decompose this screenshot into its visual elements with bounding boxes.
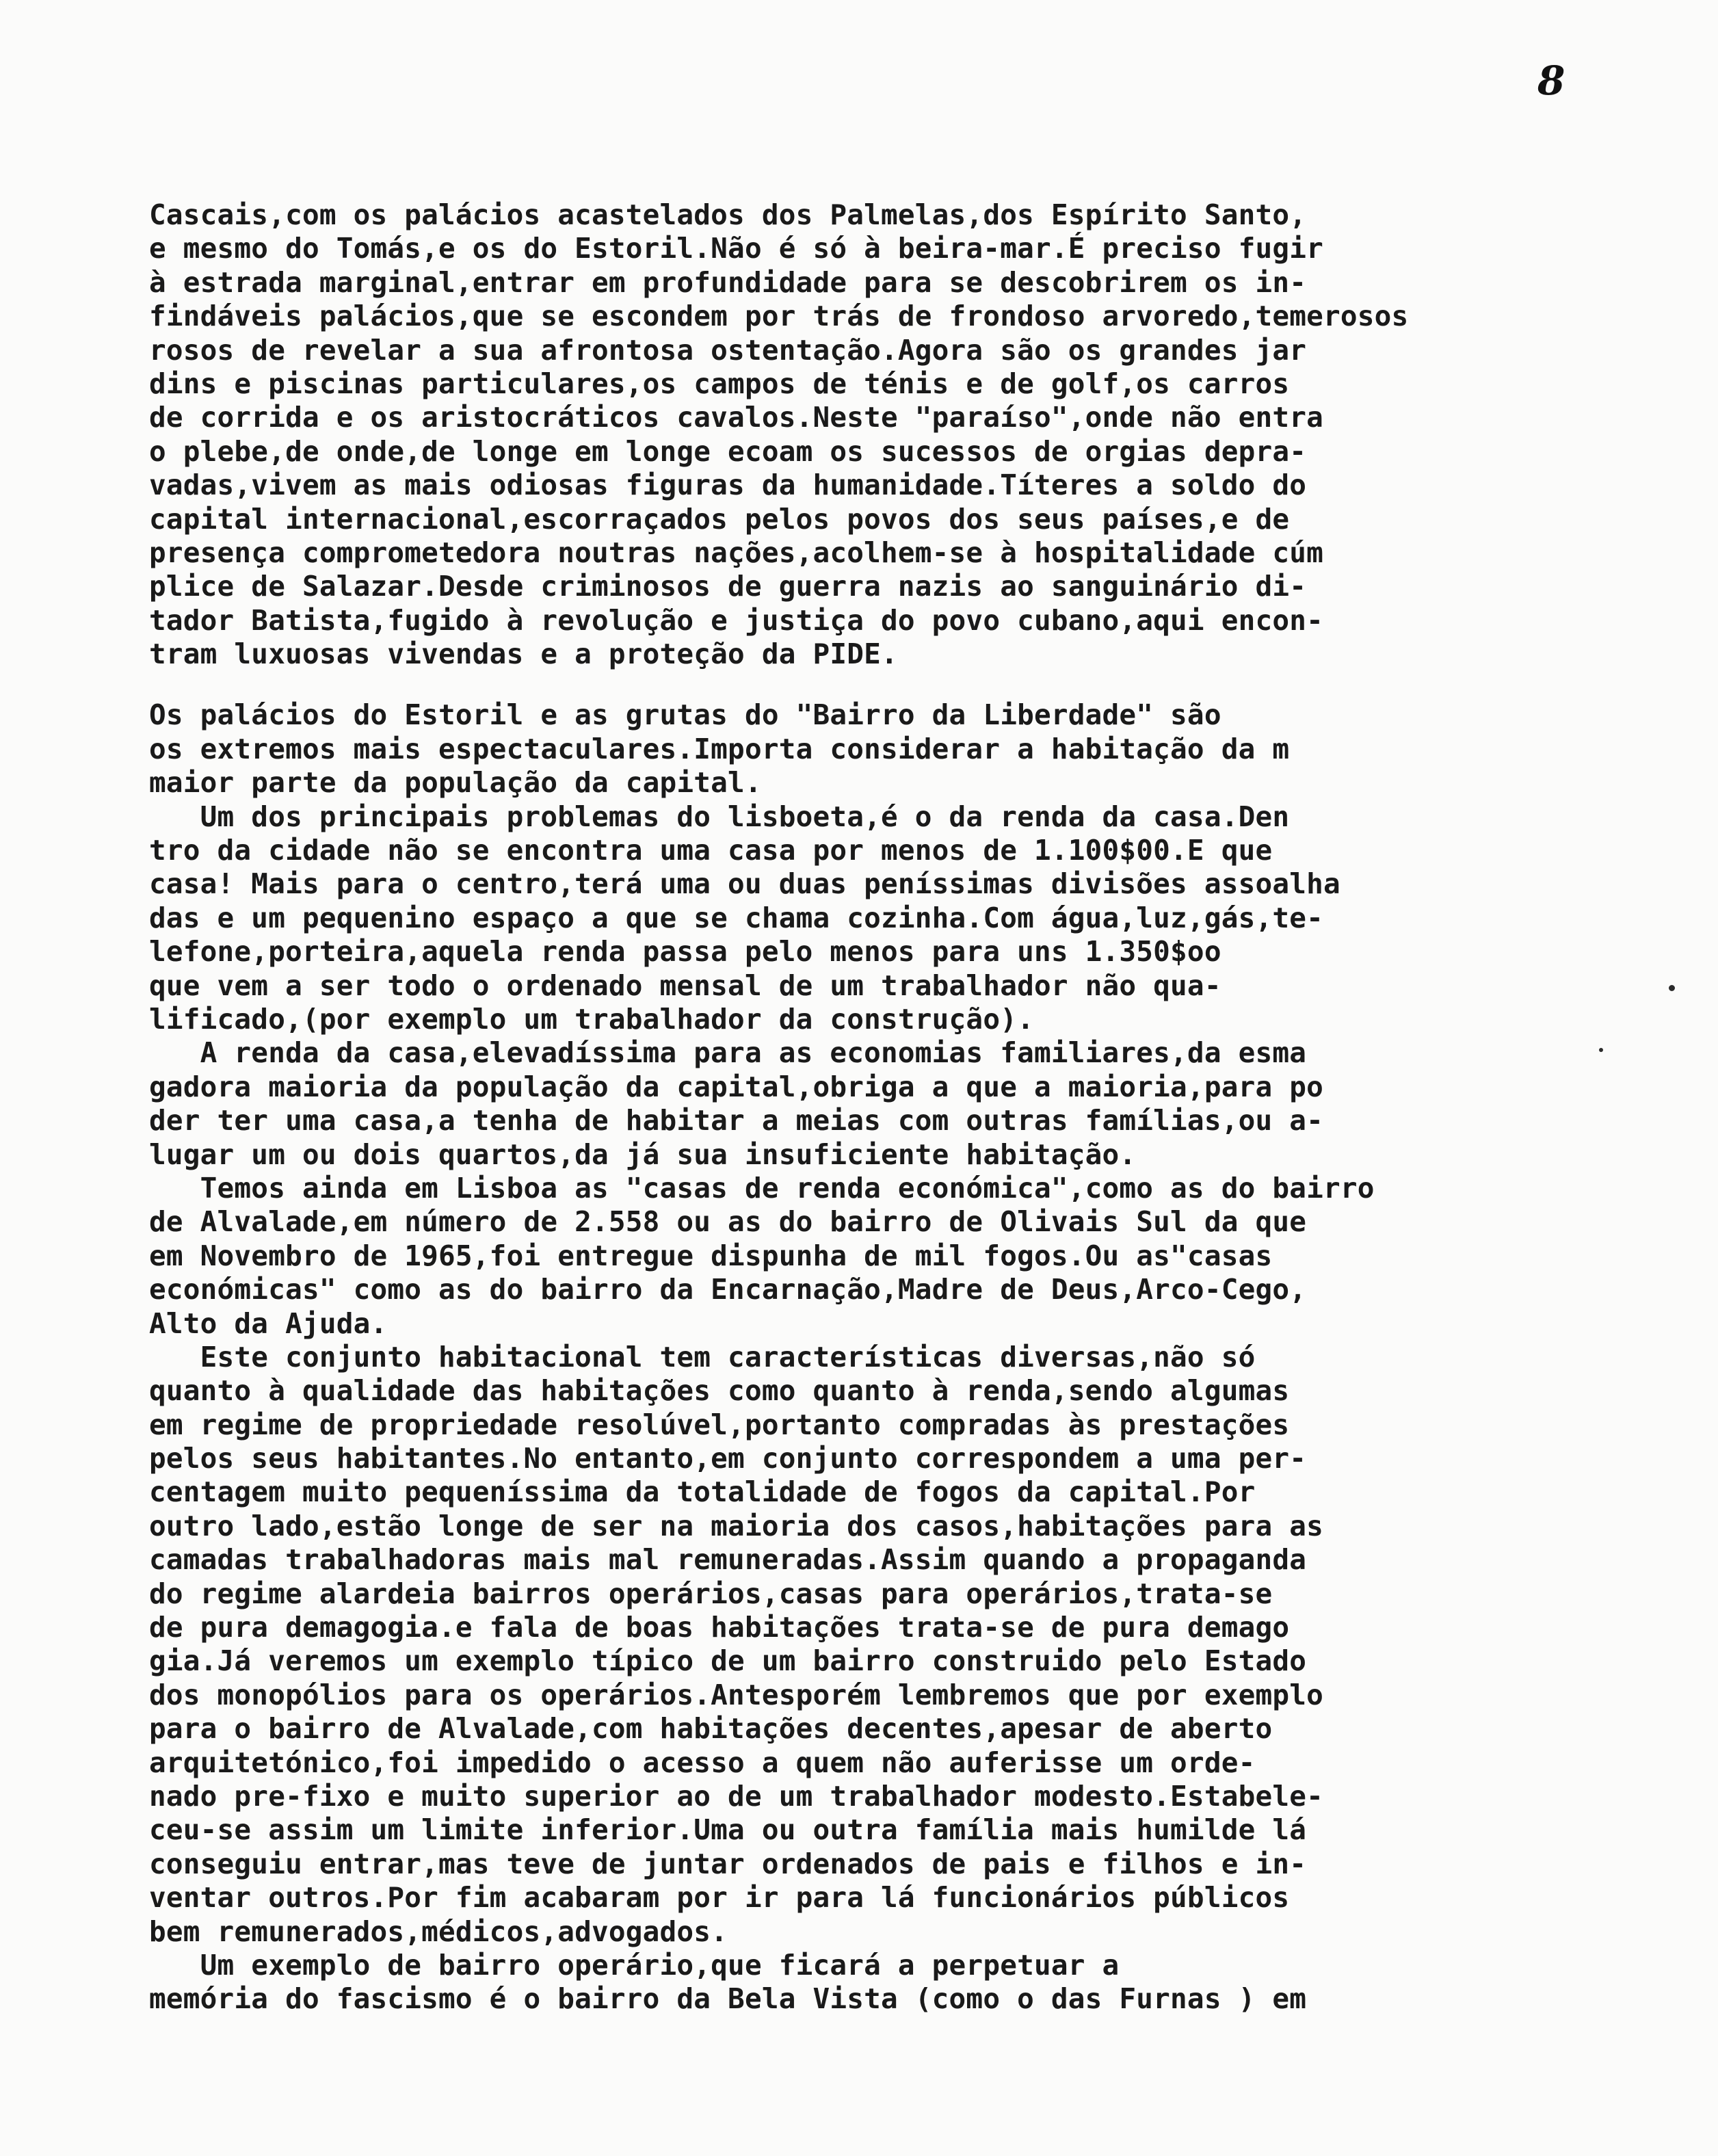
text-line: ceu-se assim um limite inferior.Uma ou outra família mais humilde lá bbox=[149, 1813, 1307, 1847]
text-line: casa! Mais para o centro,terá uma ou duas peníssimas divisões assoalha bbox=[149, 867, 1340, 901]
text-line: lugar um ou dois quartos,da já sua insuficiente habitação. bbox=[149, 1138, 1137, 1171]
text-line: vadas,vivem as mais odiosas figuras da humanidade.Títeres a soldo do bbox=[149, 469, 1307, 502]
text-line: das e um pequenino espaço a que se chama cozinha.Com água,luz,gás,te- bbox=[149, 901, 1324, 934]
text-line: conseguiu entrar,mas teve de juntar ordenados de pais e filhos e in- bbox=[149, 1847, 1307, 1880]
text-line: Temos ainda em Lisboa as "casas de renda económica",como as do bairro bbox=[149, 1171, 1375, 1205]
text-line: para o bairro de Alvalade,com habitações decentes,apesar de aberto bbox=[149, 1712, 1273, 1746]
paragraph-1 bbox=[149, 198, 1640, 671]
text-line: gia.Já veremos um exemplo típico de um bairro construido pelo Estado bbox=[149, 1644, 1307, 1678]
text-line: gadora maioria da população da capital,obriga a que a maioria,para po bbox=[149, 1070, 1324, 1103]
text-line: lificado,(por exemplo um trabalhador da construção). bbox=[149, 1002, 1034, 1036]
text-line: findáveis palácios,que se escondem por trás de frondoso arvoredo,temerosos bbox=[149, 300, 1409, 333]
text-line: nado pre-fixo e muito superior ao de um trabalhador modesto.Estabele- bbox=[149, 1779, 1324, 1813]
text-line: à estrada marginal,entrar em profundidade para se descobrirem os in- bbox=[149, 265, 1307, 299]
text-line: capital internacional,escorraçados pelos povos dos seus países,e de bbox=[149, 502, 1290, 536]
text-line: rosos de revelar a sua afrontosa ostentação.Agora são os grandes jar bbox=[149, 333, 1307, 367]
text-line: de pura demagogia.e fala de boas habitações trata-se de pura demago bbox=[149, 1611, 1290, 1644]
text-line: que vem a ser todo o ordenado mensal de um trabalhador não qua- bbox=[149, 969, 1221, 1002]
text-line: tram luxuosas vivendas e a proteção da PIDE. bbox=[149, 637, 898, 671]
text-line: presença comprometedora noutras nações,acolhem-se à hospitalidade cúm bbox=[149, 536, 1324, 569]
text-line: e mesmo do Tomás,e os do Estoril.Não é só à beira-mar.É preciso fugir bbox=[149, 232, 1324, 265]
text-line: em regime de propriedade resolúvel,portanto compradas às prestações bbox=[149, 1408, 1290, 1441]
text-line: o plebe,de onde,de longe em longe ecoam os sucessos de orgias depra- bbox=[149, 434, 1307, 468]
text-line: ventar outros.Por fim acabaram por ir para lá funcionários públicos bbox=[149, 1881, 1290, 1915]
text-line: do regime alardeia bairros operários,casas para operários,trata-se bbox=[149, 1577, 1273, 1610]
text-line: tador Batista,fugido à revolução e justiça do povo cubano,aqui encon- bbox=[149, 603, 1324, 637]
text-line: Um dos principais problemas do lisboeta,é o da renda da casa.Den bbox=[149, 800, 1290, 833]
text-line: dos monopólios para os operários.Antesporém lembremos que por exemplo bbox=[149, 1678, 1324, 1711]
text-line: quanto à qualidade das habitações como quanto à renda,sendo algumas bbox=[149, 1374, 1290, 1408]
text-line: maior parte da população da capital. bbox=[149, 766, 762, 800]
text-line: de corrida e os aristocráticos cavalos.Neste "paraíso",onde não entra bbox=[149, 401, 1324, 434]
text-line: em Novembro de 1965,foi entregue dispunha de mil fogos.Ou as"casas bbox=[149, 1239, 1273, 1272]
text-line: dins e piscinas particulares,os campos de ténis e de golf,os carros bbox=[149, 367, 1290, 400]
text-line: plice de Salazar.Desde criminosos de guerra nazis ao sanguinário di- bbox=[149, 570, 1307, 603]
text-line: camadas trabalhadoras mais mal remuneradas.Assim quando a propaganda bbox=[149, 1543, 1307, 1577]
text-line: A renda da casa,elevadíssima para as economias familiares,da esma bbox=[149, 1036, 1307, 1070]
text-line: Este conjunto habitacional tem características diversas,não só bbox=[149, 1340, 1256, 1373]
text-line: Um exemplo de bairro operário,que ficará a perpetuar a bbox=[149, 1948, 1120, 1982]
text-line: tro da cidade não se encontra uma casa por menos de 1.100$00.E que bbox=[149, 834, 1273, 867]
text-line: lefone,porteira,aquela renda passa pelo menos para uns 1.350$oo bbox=[149, 935, 1221, 969]
paragraph-gap bbox=[149, 671, 1640, 698]
body-text bbox=[149, 198, 1640, 2016]
page-number: 8 bbox=[1537, 57, 1565, 104]
text-line: centagem muito pequeníssima da totalidade de fogos da capital.Por bbox=[149, 1475, 1256, 1509]
text-line: memória do fascismo é o bairro da Bela Vista (como o das Furnas ) em bbox=[149, 1982, 1307, 2016]
text-line: Alto da Ajuda. bbox=[149, 1306, 388, 1340]
ink-speck bbox=[1669, 985, 1675, 991]
text-line: Os palácios do Estoril e as grutas do "Bairro da Liberdade" são bbox=[149, 698, 1221, 732]
text-line: Cascais,com os palácios acastelados dos Palmelas,dos Espírito Santo, bbox=[149, 198, 1307, 231]
ink-speck bbox=[1599, 1048, 1603, 1052]
text-line: bem remunerados,médicos,advogados. bbox=[149, 1915, 728, 1948]
text-line: económicas" como as do bairro da Encarnação,Madre de Deus,Arco-Cego, bbox=[149, 1273, 1307, 1306]
text-line: os extremos mais espectaculares.Importa considerar a habitação da m bbox=[149, 732, 1290, 765]
text-line: der ter uma casa,a tenha de habitar a meias com outras famílias,ou a- bbox=[149, 1104, 1324, 1138]
paragraph-2 bbox=[149, 698, 1640, 2016]
text-line: de Alvalade,em número de 2.558 ou as do bairro de Olivais Sul da que bbox=[149, 1205, 1307, 1239]
text-line: outro lado,estão longe de ser na maioria dos casos,habitações para as bbox=[149, 1509, 1324, 1542]
text-line: pelos seus habitantes.No entanto,em conjunto correspondem a uma per- bbox=[149, 1442, 1307, 1475]
text-line: arquitetónico,foi impedido o acesso a quem não auferisse um orde- bbox=[149, 1746, 1256, 1779]
